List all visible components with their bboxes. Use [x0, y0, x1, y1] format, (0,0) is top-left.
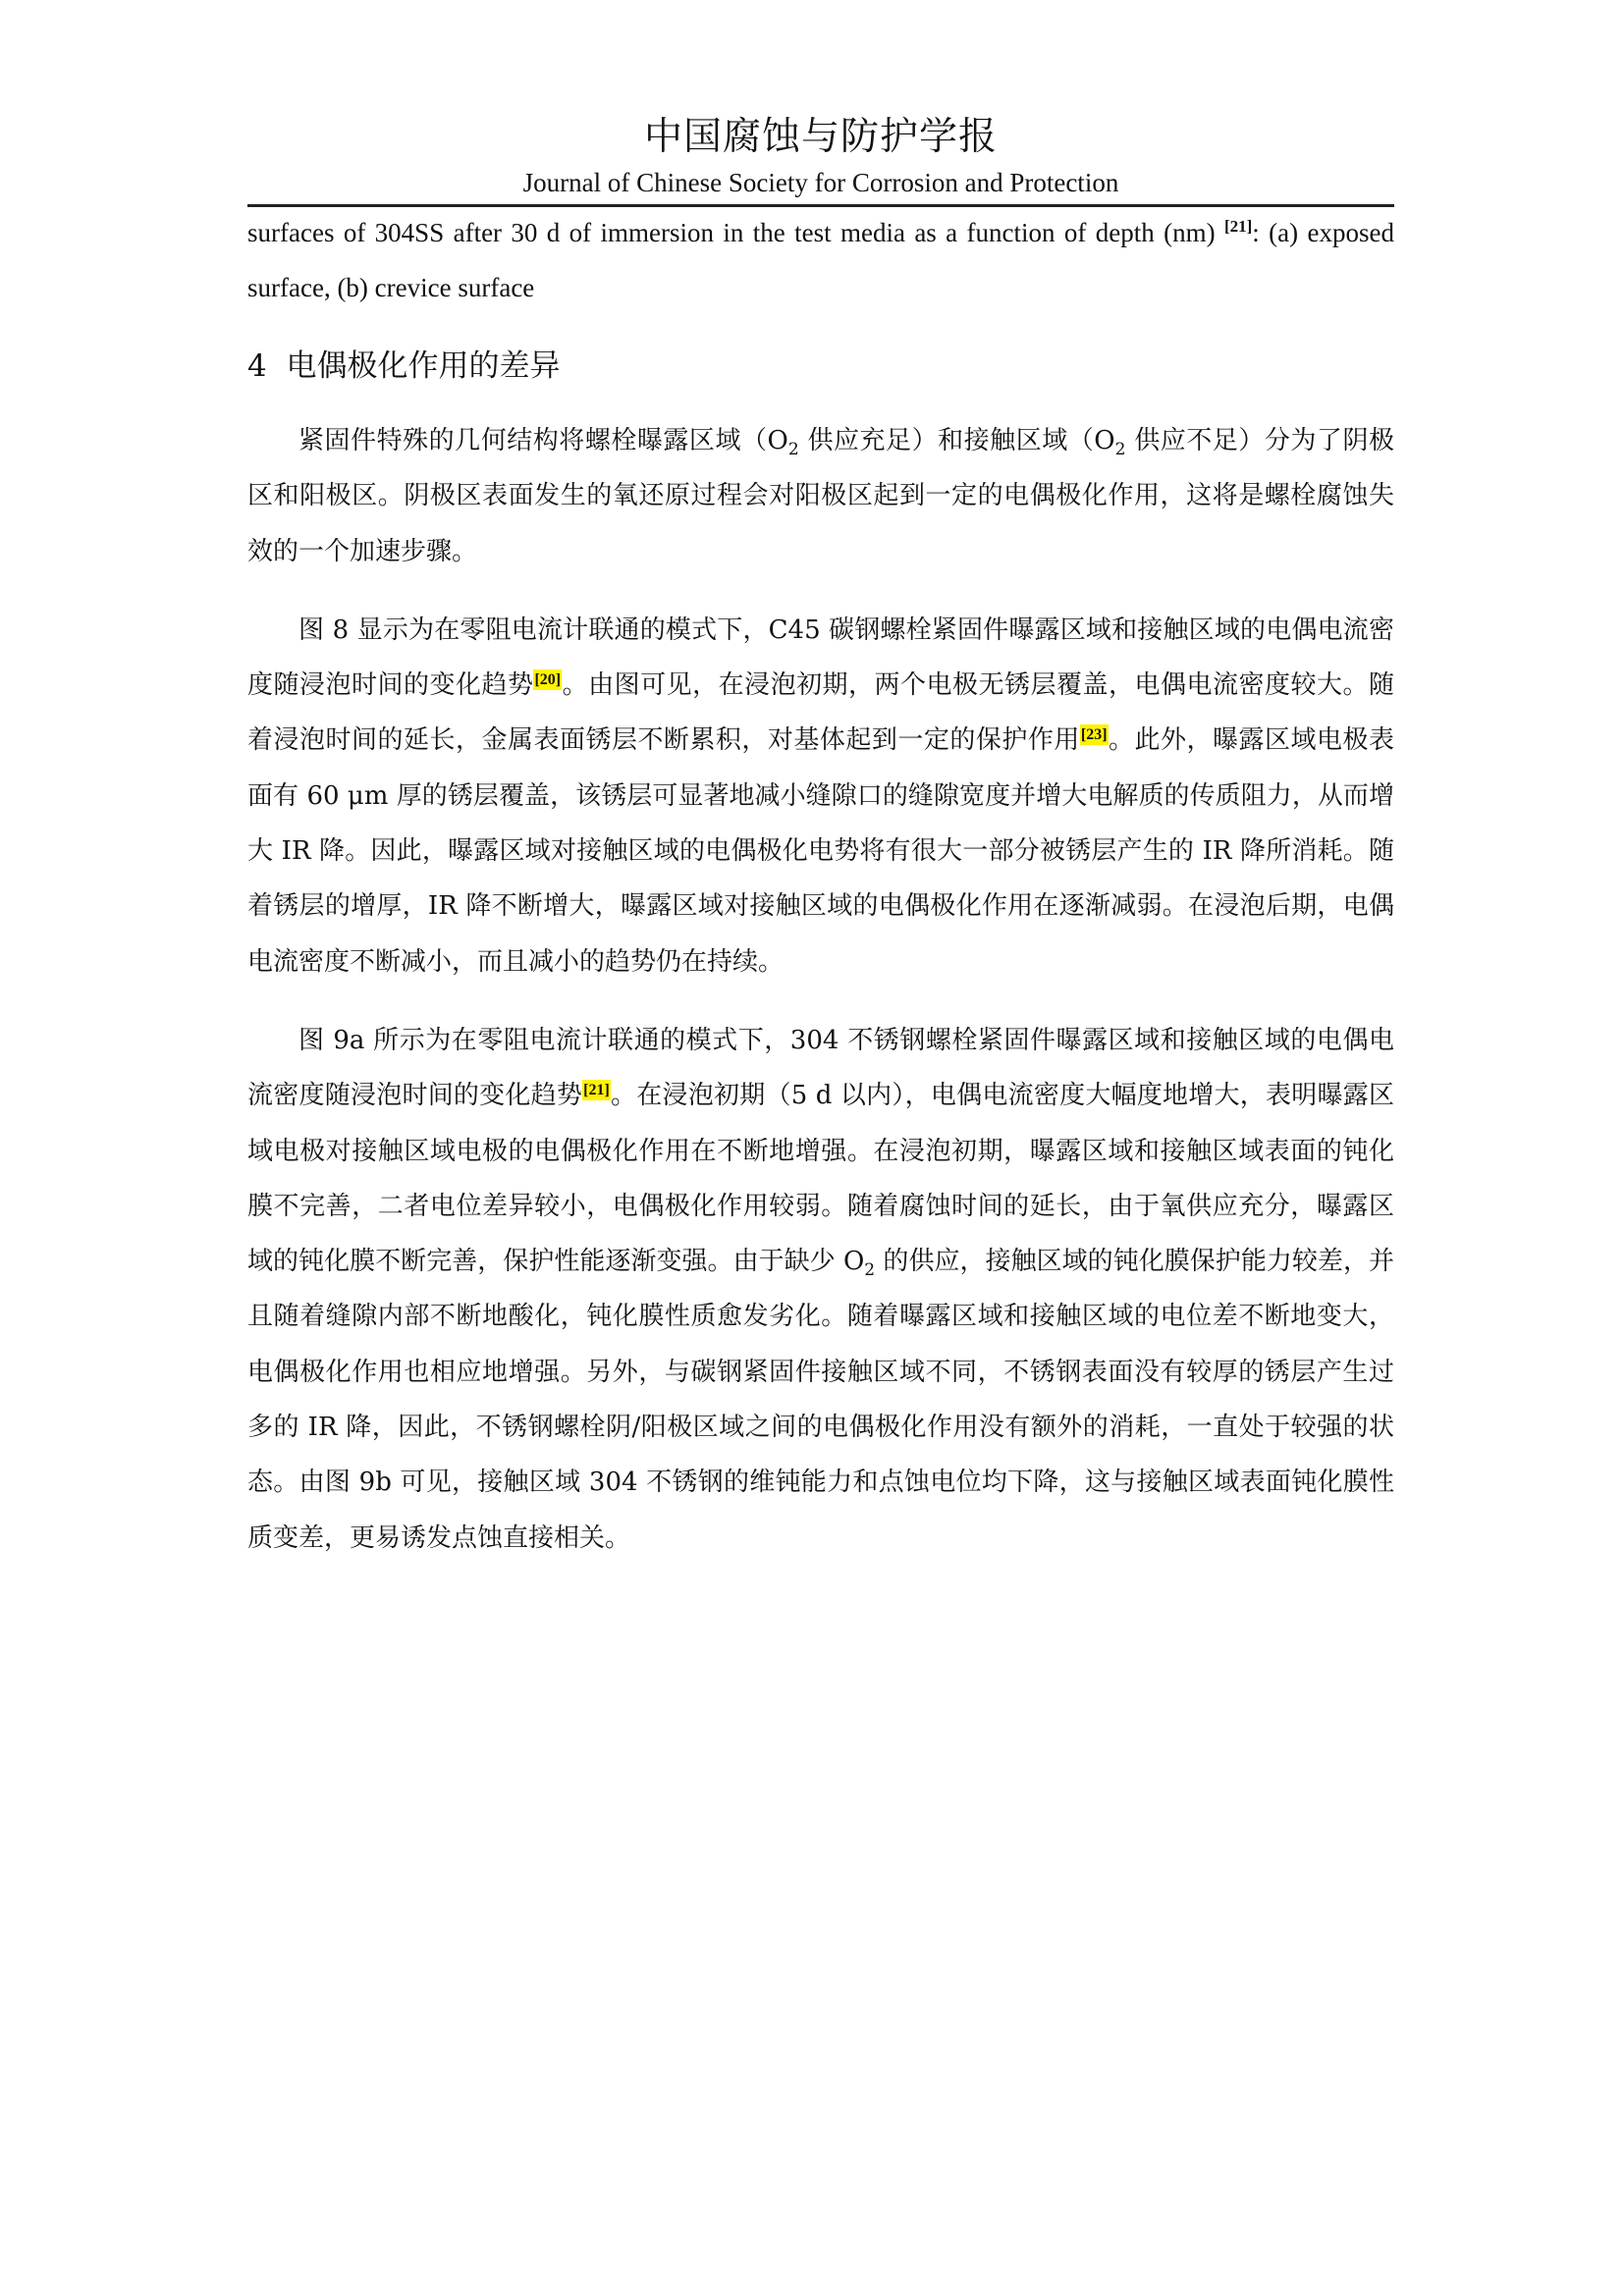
page-content	[247, 205, 1394, 1589]
citation-ref: [21]	[1223, 217, 1253, 236]
text-run: 图 9a 所示为在零阻电流计联通的模式下，304 不锈钢螺栓紧固件曝露区域和接触区域的电偶电流密度随浸泡时间的变化趋势	[247, 1025, 1394, 1111]
text-run: 供应充足）和接触区域（O	[798, 426, 1115, 455]
text-run: 。由图可见，在浸泡初期，两个电极无锈层覆盖，电偶电流密度较大。随着浸泡时间的延长，金属表面锈层不断累积，对基体起到一定的保护作用	[247, 670, 1394, 756]
text-run: 的供应，接触区域的钝化膜保护能力较差，并且随着缝隙内部不断地酸化，钝化膜性质愈发劣化。随着曝露区域和接触区域的电位差不断地变大，电偶极化作用也相应地增强。另外，与碳钢紧固件接触区域不同，不锈钢表面没有较厚的锈层产生过多的 IR 降，因此，不锈钢螺栓阴/阳极区域之间的电偶极化作用没有额外的消耗，一直处于较强的状态。由图 9b 可见，接触区域 304 不锈钢的维钝能力和点蚀电位均下降，这与接触区域表面钝化膜性质变差，更易诱发点蚀直接相关。	[247, 1247, 1394, 1553]
citation-ref[interactable]: [23]	[1080, 725, 1108, 743]
subscript: 2	[864, 1260, 876, 1281]
text-run: 。在浸泡初期（5 d 以内），电偶电流密度大幅度地增大，表明曝露区域电极对接触区域电极的电偶极化作用在不断地增强。在浸泡初期，曝露区域和接触区域表面的钝化膜不完善，二者电位差异较小，电偶极化作用较弱。随着腐蚀时间的延长，由于氧供应充分，曝露区域的钝化膜不断完善，保护性能逐渐变强。由于缺少 O	[247, 1081, 1394, 1277]
journal-header	[247, 110, 1394, 200]
subscript: 2	[787, 440, 799, 460]
citation-ref[interactable]: [20]	[534, 670, 562, 688]
section-title: 电偶极化作用的差异	[286, 348, 561, 384]
subscript: 2	[1114, 440, 1126, 460]
caption-text-end: : (a) exposed surface, (b) crevice surface	[247, 218, 1394, 302]
paragraph-1	[247, 413, 1394, 579]
paragraph-3	[247, 1013, 1394, 1566]
journal-title-english: Journal of Chinese Society for Corrosion and Protection	[522, 168, 1119, 197]
journal-title-chinese: 中国腐蚀与防护学报	[643, 115, 998, 159]
text-run: 图 8 显示为在零阻电流计联通的模式下，C45 碳钢螺栓紧固件曝露区域和接触区域的电偶电流密度随浸泡时间的变化趋势	[247, 614, 1394, 701]
citation-ref[interactable]: [21]	[583, 1081, 610, 1098]
caption-text-start: surfaces of 304SS after 30 d of immersion in the test media as a function of depth (nm)	[247, 218, 1224, 247]
section-heading	[247, 337, 1394, 396]
section-number: 4	[247, 348, 267, 384]
text-run: 供应不足）分为了阴极区和阳极区。阴极区表面发生的氧还原过程会对阳极区起到一定的电偶极化作用，这将是螺栓腐蚀失效的一个加速步骤。	[247, 426, 1394, 566]
paragraph-2	[247, 603, 1394, 989]
figure-caption-continuation	[247, 205, 1394, 315]
text-run: 紧固件特殊的几何结构将螺栓曝露区域（O	[298, 426, 788, 455]
text-run: 。此外，曝露区域电极表面有 60 μm 厚的锈层覆盖，该锈层可显著地减小缝隙口的缝隙宽度并增大电解质的传质阻力，从而增大 IR 降。因此，曝露区域对接触区域的电偶极化电势将有很大一部分被锈层产生的 IR 降所消耗。随着锈层的增厚，IR 降不断增大，曝露区域对接触区域的电偶极化作用在逐渐减弱。在浸泡后期，电偶电流密度不断减小，而且减小的趋势仍在持续。	[247, 725, 1394, 977]
